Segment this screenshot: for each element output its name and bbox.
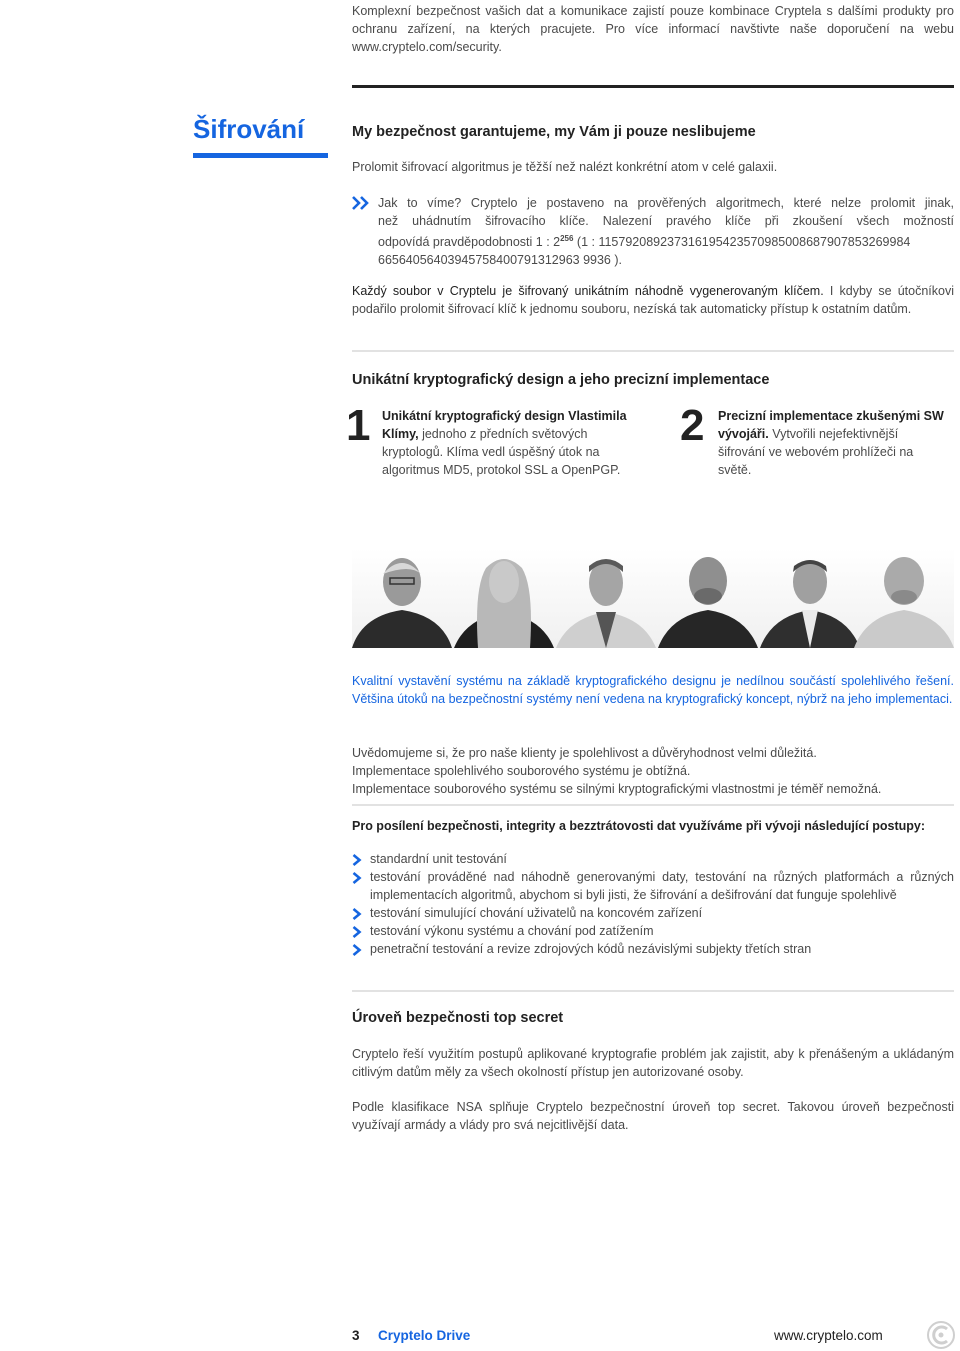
page-number: 3	[352, 1328, 360, 1343]
procedures-list	[352, 850, 954, 958]
procedure-item-text: testování simulující chování uživatelů na koncovém zařízení	[370, 906, 703, 920]
topsecret-paragraph-2: Podle klasifikace NSA splňuje Cryptelo bezpečnostní úroveň top secret. Takovou úroveň bezpečnosti využívají armády a vlády pro svá nejcitlivější data.	[352, 1100, 954, 1132]
chevron-right-icon	[352, 872, 362, 884]
item-1-bold: Unikátní kryptografický design Vlastimila Klímy,	[382, 409, 627, 441]
team-photo	[352, 548, 954, 648]
design-heading: Unikátní kryptografický design a jeho precizní implementace	[352, 372, 770, 388]
item-1-number: 1	[346, 401, 371, 450]
why-line-1: Jak to víme? Cryptelo je postaveno na prověřených algoritmech, které nelze prolomit jinak,	[378, 196, 954, 210]
section-lead: Prolomit šifrovací algoritmus je těžší než nalézt konkrétní atom v celé galaxii.	[352, 160, 778, 174]
item-1-text	[382, 407, 652, 479]
chevron-right-icon	[352, 926, 362, 938]
why-line-2: než uhádnutím šifrovacího klíče. Nalezení pravého klíče při zkoušení všech možností	[378, 214, 954, 228]
section-top-rule	[352, 85, 954, 88]
why-exponent: 256	[560, 234, 574, 243]
footer-product-name: Cryptelo Drive	[378, 1328, 471, 1343]
chevron-right-icon	[352, 908, 362, 920]
intro-text: Komplexní bezpečnost vašich dat a komunikace zajistí pouze kombinace Cryptela s dalšími produkty pro ochranu zařízení, na kterých pracujete. Pro více informací navštivte naše doporučení na webu www.cryptelo.com/security.	[352, 4, 954, 54]
procedures-heading: Pro posílení bezpečnosti, integrity a bezztrátovosti dat využíváme při vývoji následující postupy:	[352, 819, 926, 833]
reliability-line-1: Uvědomujeme si, že pro naše klienty je spolehlivost a důvěryhodnost velmi důležitá.	[352, 746, 817, 760]
reliability-line-3: Implementace souborového systému se silnými kryptografickými vlastnostmi je téměř nemožná.	[352, 782, 882, 796]
item-1-rest: jednoho z předních světových kryptologů. Klíma vedl úspěšný útok na algoritmus MD5, protokol SSL a OpenPGP.	[382, 427, 621, 477]
procedure-item-text: testování prováděné nad náhodně generovanými daty, testování na různých platformách a různých implementacích algoritmů, abychom si byli jisti, že šifrování a dešifrování dat funguje spolehlivě	[370, 870, 954, 902]
section-heading: My bezpečnost garantujeme, my Vám ji pouze neslibujeme	[352, 124, 756, 140]
why-line-3-pre: odpovídá pravděpodobnosti 1 : 2	[378, 235, 561, 250]
item-2-number: 2	[680, 401, 705, 450]
why-line-3	[378, 230, 954, 251]
divider-1	[352, 350, 954, 352]
cryptelo-logo-icon	[926, 1320, 956, 1350]
reliability-line-2: Implementace spolehlivého souborového systému je obtížná.	[352, 764, 691, 778]
topsecret-paragraph-1: Cryptelo řeší využitím postupů aplikované kryptografie problém jak zajistit, aby k přenášeným a ukládaným citlivým datům měly za všech okolností přístup jen autorizované osoby.	[352, 1047, 954, 1079]
unique-key-rest: I kdyby se útočníkovi podařilo prolomit šifrovací klíč k jednomu souboru, nezíská tak automaticky přístup k ostatním datům.	[352, 284, 954, 316]
procedure-item-text: standardní unit testování	[370, 852, 507, 866]
item-2-bold: Precizní implementace zkušenými SW vývojáři.	[718, 409, 944, 441]
chevron-right-icon	[352, 854, 362, 866]
team-photo-illustration	[352, 548, 954, 648]
procedure-item	[352, 940, 954, 958]
reliability-paragraph	[352, 744, 954, 798]
item-2-rest: Vytvořili nejefektivnější šifrování ve webovém prohlížeči na světě.	[718, 427, 914, 477]
item-2-text	[718, 407, 948, 479]
quality-blue-paragraph: Kvalitní vystavění systému na základě kryptografického designu je nedílnou součástí spolehlivého řešení. Většina útoků na bezpečnostní systémy není vedena na kryptografický koncept, nýbrž na jeho implementaci.	[352, 674, 954, 706]
unique-key-bold: Každý soubor v Cryptelu je šifrovaný unikátním náhodně vygenerovaným klíčem.	[352, 284, 824, 298]
divider-2	[352, 804, 954, 806]
unique-key-paragraph	[352, 282, 954, 318]
double-chevron-icon	[352, 196, 370, 210]
why-line-4: 66564056403945758400791312963 9936 ).	[378, 253, 622, 268]
divider-3	[352, 990, 954, 992]
title-underline	[193, 153, 328, 158]
why-line-3-post: (1 : 115792089237316195423570985008687907853269984	[573, 235, 911, 250]
procedure-item-text: testování výkonu systému a chování pod zatížením	[370, 924, 654, 938]
procedure-item	[352, 904, 954, 922]
chevron-right-icon	[352, 944, 362, 956]
procedure-item-text: penetrační testování a revize zdrojových kódů nezávislými subjekty třetích stran	[370, 942, 812, 956]
topsecret-heading: Úroveň bezpečnosti top secret	[352, 1010, 564, 1026]
why-paragraph	[378, 194, 954, 269]
procedure-item	[352, 850, 954, 868]
footer-website[interactable]: www.cryptelo.com	[774, 1328, 883, 1343]
section-title: Šifrování	[193, 114, 305, 144]
procedure-item	[352, 922, 954, 940]
procedure-item	[352, 868, 954, 904]
